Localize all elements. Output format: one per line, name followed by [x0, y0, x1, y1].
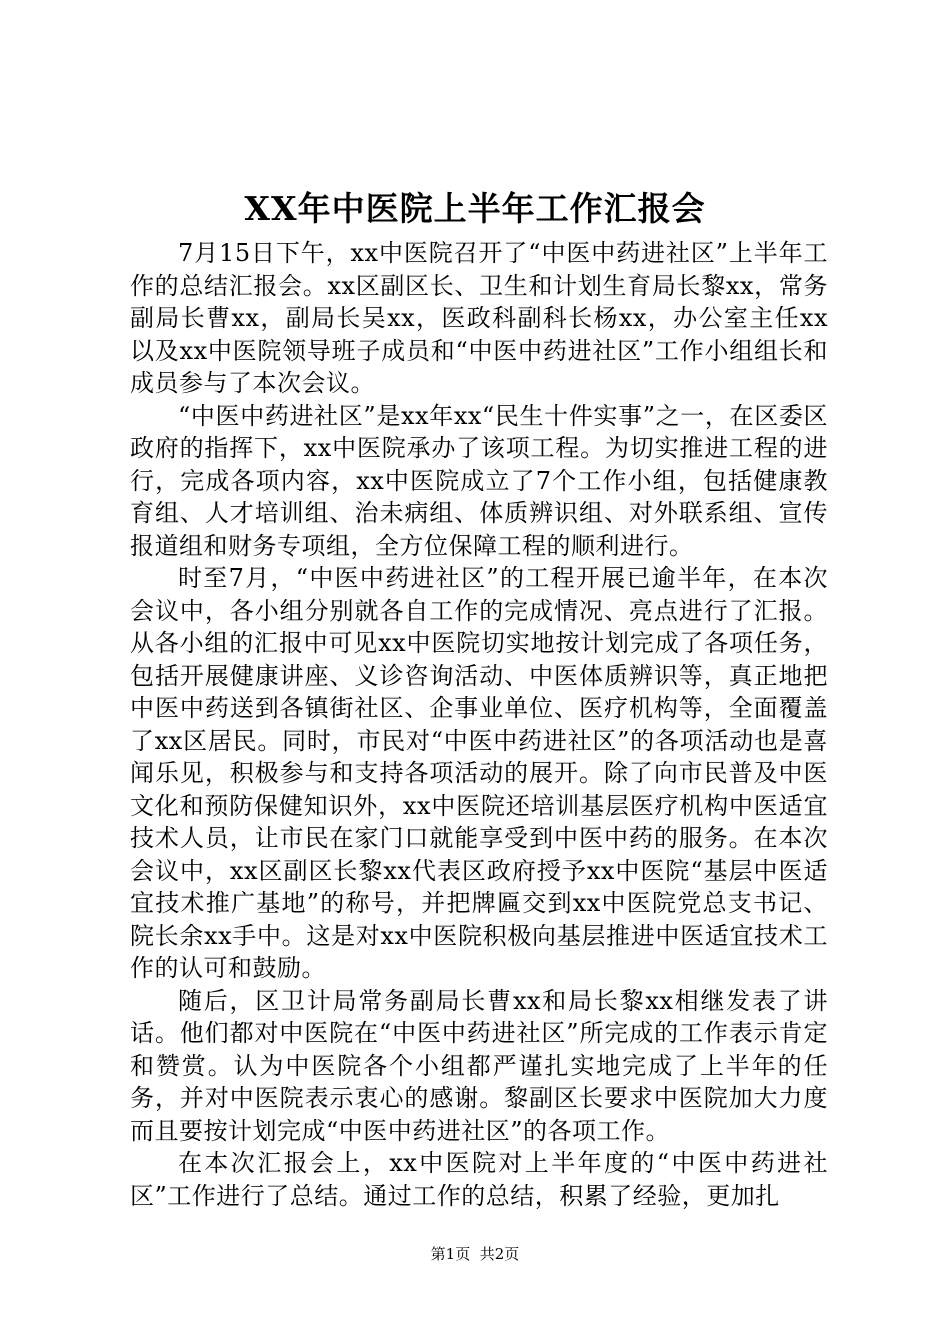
paragraph-3: 时至7月，“中医中药进社区”的工程开展已逾半年，在本次会议中，各小组分别就各自工作的完成情况、亮点进行了汇报。从各小组的汇报中可见xx中医院切实地按计划完成了各项任务，包括开展健康讲座、义诊咨询活动、中医体质辨识等，真正地把中医中药送到各镇街社区、企事业单位、医疗机构等，全面覆盖了xx区居民。同时，市民对“中医中药进社区”的各项活动也是喜闻乐见，积极参与和支持各项活动的展开。除了向市民普及中医文化和预防保健知识外，xx中医院还培训基层医疗机构中医适宜技术人员，让市民在家门口就能享受到中医中药的服务。在本次会议中，xx区副区长黎xx代表区政府授予xx中医院“基层中医适宜技术推广基地”的称号，并把牌匾交到xx中医院党总支书记、院长余xx手中。这是对xx中医院积极向基层推进中医适宜技术工作的认可和鼓励。	[130, 564, 828, 982]
footer-spacer	[470, 1245, 480, 1263]
document-title: XX年中医院上半年工作汇报会	[244, 189, 706, 228]
paragraph-5: 在本次汇报会上，xx中医院对上半年度的“中医中药进社区”工作进行了总结。通过工作的总结，积累了经验，更加扎	[130, 1149, 828, 1210]
page-total: 共2页	[479, 1245, 520, 1263]
paragraph-4: 随后，区卫计局常务副局长曹xx和局长黎xx相继发表了讲话。他们都对中医院在“中医中药进社区”所完成的工作表示肯定和赞赏。认为中医院各个小组都严谨扎实地完成了上半年的任务，并对中医院表示衷心的感谢。黎副区长要求中医院加大力度而且要按计划完成“中医中药进社区”的各项工作。	[130, 986, 828, 1145]
document-body	[130, 237, 828, 1212]
paragraph-2: “中医中药进社区”是xx年xx“民生十件实事”之一，在区委区政府的指挥下，xx中医院承办了该项工程。为切实推进工程的进行，完成各项内容，xx中医院成立了7个工作小组，包括健康教育组、人才培训组、治未病组、体质辨识组、对外联系组、宣传报道组和财务专项组，全方位保障工程的顺利进行。	[130, 401, 828, 560]
paragraph-1: 7月15日下午，xx中医院召开了“中医中药进社区”上半年工作的总结汇报会。xx区副区长、卫生和计划生育局长黎xx，常务副局长曹xx，副局长吴xx，医政科副科长杨xx，办公室主任xx以及xx中医院领导班子成员和“中医中药进社区”工作小组组长和成员参与了本次会议。	[130, 239, 828, 397]
page-number: 第1页	[430, 1245, 471, 1263]
page-footer	[0, 1242, 950, 1266]
